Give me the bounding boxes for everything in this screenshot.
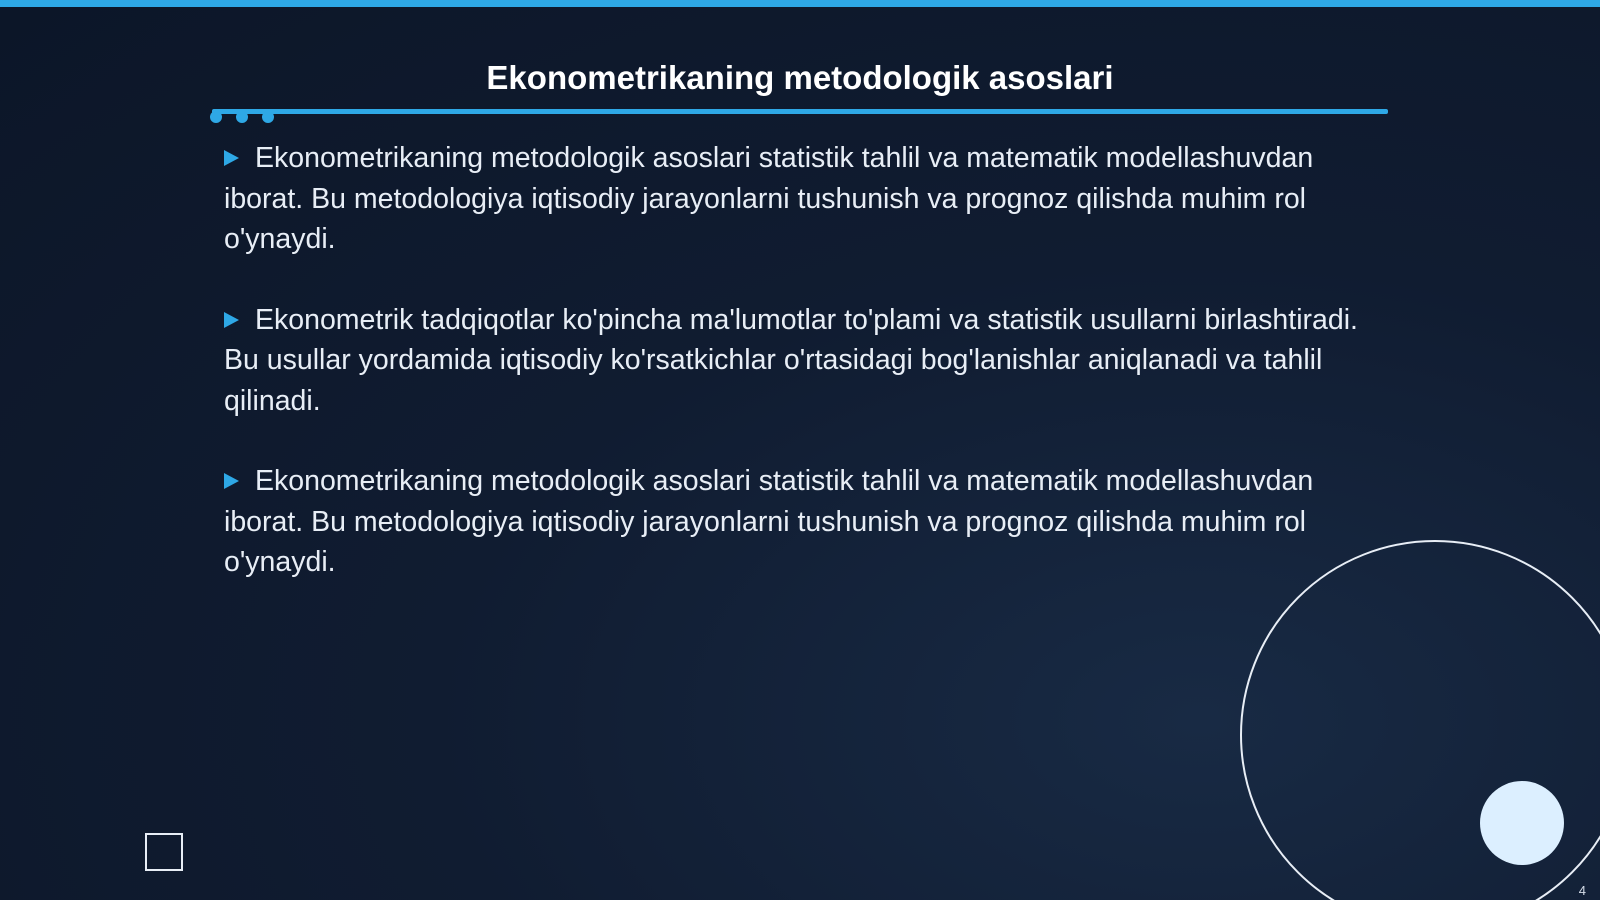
- title-underline: [212, 109, 1388, 114]
- decorative-square: [145, 833, 183, 871]
- triangle-right-icon: [224, 312, 239, 328]
- dot-decoration: [262, 111, 274, 123]
- decorative-small-circle: [1480, 781, 1564, 865]
- bullet-text: Ekonometrik tadqiqotlar ko'pincha ma'lumotlar to'plami va statistik usullarni birlashtiradi. Bu usullar yordamida iqtisodiy ko'rsatkichlar o'rtasidagi bog'lanishlar aniqlanadi va tahlil qilinadi.: [224, 303, 1358, 417]
- dot-decoration: [210, 111, 222, 123]
- bullet-item: [224, 138, 1394, 260]
- triangle-right-icon: [224, 473, 239, 489]
- decorative-dots: [210, 111, 274, 125]
- dot-decoration: [236, 111, 248, 123]
- bullet-item: [224, 461, 1394, 583]
- bullet-text: Ekonometrikaning metodologik asoslari statistik tahlil va matematik modellashuvdan iborat. Bu metodologiya iqtisodiy jarayonlarni tushunish va prognoz qilishda muhim rol o'ynaydi.: [224, 142, 1314, 255]
- top-accent-bar: [0, 0, 1600, 7]
- bullet-text: Ekonometrikaning metodologik asoslari statistik tahlil va matematik modellashuvdan iborat. Bu metodologiya iqtisodiy jarayonlarni tushunish va prognoz qilishda muhim rol o'ynaydi.: [224, 465, 1314, 578]
- bullet-list: [224, 138, 1394, 623]
- slide-title: Ekonometrikaning metodologik asoslari: [486, 59, 1114, 96]
- bullet-item: [224, 300, 1394, 422]
- triangle-right-icon: [224, 150, 239, 166]
- page-number: 4: [1578, 883, 1586, 898]
